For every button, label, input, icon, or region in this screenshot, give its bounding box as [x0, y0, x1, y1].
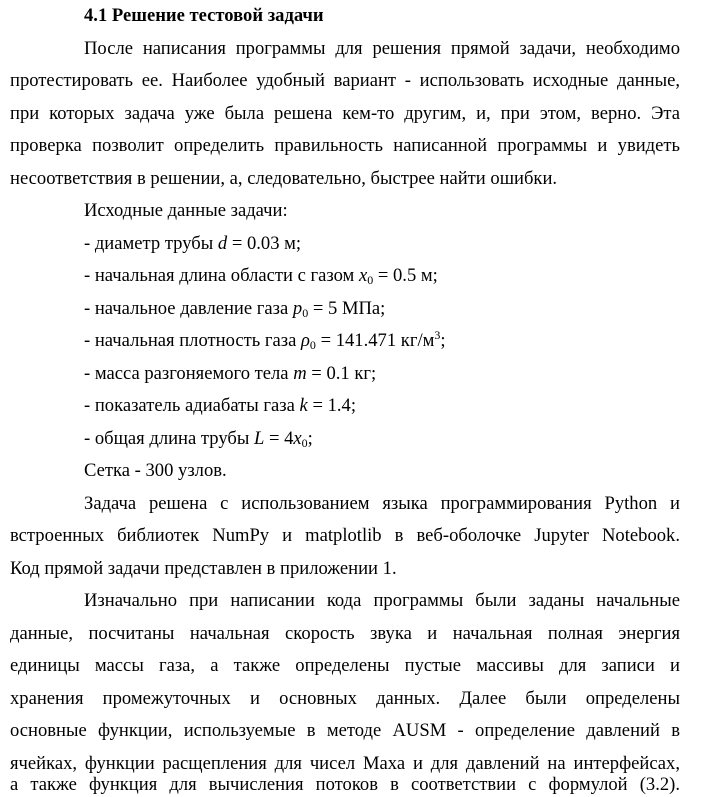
list-item-adiabatic-index: - показатель адиабаты газа k = 1.4; — [84, 395, 357, 416]
list-item-tube-length: - общая длина трубы $L = 4x_0$; — [84, 428, 313, 450]
paragraph-line: а также функция для вычисления потоков в соответствии с формулой (3.2). — [10, 774, 680, 795]
paragraph-line: Изначально при написании кода программы были заданы начальные — [84, 590, 680, 611]
paragraph-line: хранения промежуточных и основных данных. Далее были определены — [10, 688, 680, 709]
paragraph-line: основные функции, используемые в методе AUSM - определение давлений в — [10, 720, 680, 741]
paragraph-line: протестировать ее. Наиболее удобный вариант - использовать исходные данные, — [10, 70, 680, 91]
paragraph-line: встроенных библиотек NumPy и matplotlib в веб-оболочке Jupyter Notebook. — [10, 525, 680, 546]
paragraph-line: Задача решена с использованием языка программирования Python и — [84, 493, 680, 514]
paragraph-line: данные, посчитаны начальная скорость звука и начальная полная энергия — [10, 623, 680, 644]
paragraph-line: проверка позволит определить правильность написанной программы и увидеть — [10, 135, 680, 156]
list-item-density: - начальная плотность газа $\rho_0 = 141.471$ $кг/м^3$; — [84, 328, 446, 352]
paragraph-line: единицы массы газа, а также определены пустые массивы для записи и — [10, 655, 680, 676]
list-item-mass: - масса разгоняемого тела m = 0.1 кг; — [84, 363, 377, 384]
paragraph-line: После написания программы для решения прямой задачи, необходимо — [84, 38, 680, 59]
paragraph-line: при которых задача уже была решена кем-то другим, и, при этом, верно. Эта — [10, 103, 680, 124]
list-item-diameter: - диаметр трубы d = 0.03 м; — [84, 233, 302, 254]
list-item-pressure: - начальное давление газа $p_0 = 5$ МПа; — [84, 298, 386, 320]
list-item-gas-length: - начальная длина области с газом $x_0 = 0.5$ м; — [84, 265, 438, 287]
paragraph-line: Код прямой задачи представлен в приложении 1. — [10, 558, 397, 579]
paragraph-line: ячейках, функции расщепления для чисел Маха и для давлений на интерфейсах, — [10, 753, 680, 774]
initial-data-title: Исходные данные задачи: — [84, 200, 288, 221]
grid-info: Сетка - 300 узлов. — [84, 460, 227, 481]
section-heading: 4.1 Решение тестовой задачи — [84, 5, 324, 26]
paragraph-line: несоответствия в решении, а, следовательно, быстрее найти ошибки. — [10, 168, 558, 189]
